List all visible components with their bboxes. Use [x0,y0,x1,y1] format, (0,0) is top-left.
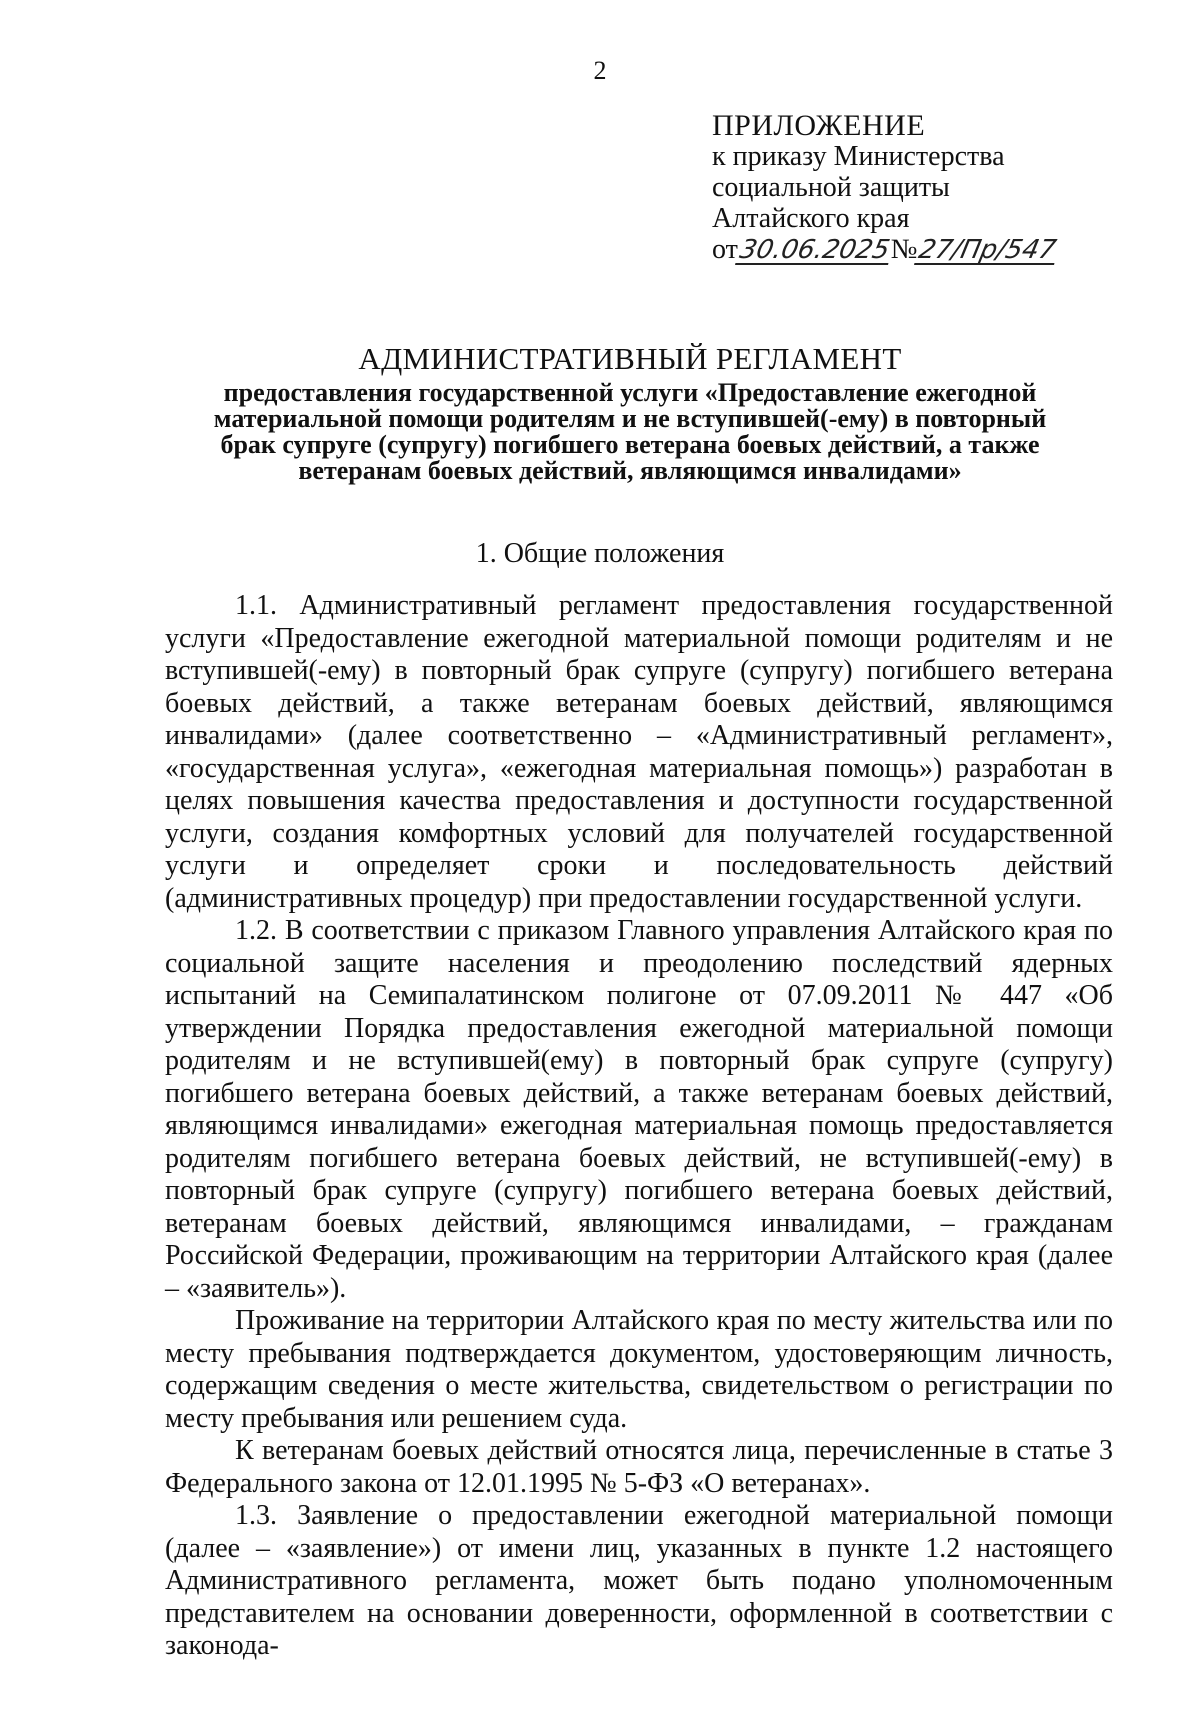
number-prefix: № [890,234,918,265]
order-date-number-row [712,234,1152,265]
paragraph-1-3: 1.3. Заявление о предоставлении ежегодной материальной помощи (далее – «заявление») от имени лиц, указанных в пункте 1.2 настоящего Административного регламента, может быть подано уполномоченным представителем на основании доверенности, оформленной в соответствии с законода- [165,1500,1113,1661]
paragraph-residence: Проживание на территории Алтайского края по месту жительства или по месту пребывания подтверждается документом, удостоверяющим личность, содержащим сведения о месте жительства, свидетельством о регистрации по месту пребывания или решением суда. [165,1305,1113,1434]
appendix-line-1: к приказу Министерства [712,141,1005,172]
appendix-line-3: Алтайского края [712,203,910,234]
handwritten-date: 30.06.2025 [736,235,893,265]
document-subtitle: предоставления государственной услуги «Предоставление ежегодной материальной помощи родителям и не вступившей(-ему) в повторный брак супруге (супругу) погибшего ветерана боевых действий, а также ветеранам боевых действий, являющимся инвалидами» [213,378,1047,485]
handwritten-number: 27/Пр/547 [916,235,1060,265]
paragraph-1-1: 1.1. Административный регламент предоставления государственной услуги «Предоставление ежегодной материальной помощи родителям и не вступившей(-ему) в повторный брак супруге (супругу) погибшего ветерана боевых действий, а также ветеранам боевых действий, являющимся инвалидами» (далее соответственно – «Административный регламент», «государственная услуга», «ежегодная материальная помощь») разработан в целях повышения качества предоставления и доступности государственной услуги, создания комфортных условий для получателей государственной услуги и определяет сроки и последовательность действий (административных процедур) при предоставлении государственной услуги. [165,590,1113,914]
body-text [165,590,1113,1663]
appendix-title: ПРИЛОЖЕНИЕ [712,109,926,142]
paragraph-veterans: К ветеранам боевых действий относятся лица, перечисленные в статье 3 Федерального закона от 12.01.1995 № 5-ФЗ «О ветеранах». [165,1435,1113,1499]
title-block [190,342,1070,484]
section-heading: 1. Общие положения [475,538,725,569]
page-number: 2 [593,56,607,85]
paragraph-1-2: 1.2. В соответствии с приказом Главного управления Алтайского края по социальной защите населения и преодолению последствий ядерных испытаний на Семипалатинском полигоне от 07.09.2011 № 447 «Об утверждении Порядка предоставления ежегодной материальной помощи родителям и не вступившей(ему) в повторный брак супруге (супругу) погибшего ветерана боевых действий, а также ветеранам боевых действий, являющимся инвалидами» ежегодная материальная помощь предоставляется родителям погибшего ветерана боевых действий, не вступившей(-ему) в повторный брак супруге (супругу) погибшего ветерана боевых действий, ветеранам боевых действий, являющимся инвалидами, – гражданам Российской Федерации, проживающим на территории Алтайского края (далее – «заявитель»). [165,915,1113,1304]
date-prefix: от [712,234,738,265]
appendix-block [712,110,1152,265]
appendix-line-2: социальной защиты [712,172,950,203]
document-title: АДМИНИСТРАТИВНЫЙ РЕГЛАМЕНТ [358,341,902,376]
